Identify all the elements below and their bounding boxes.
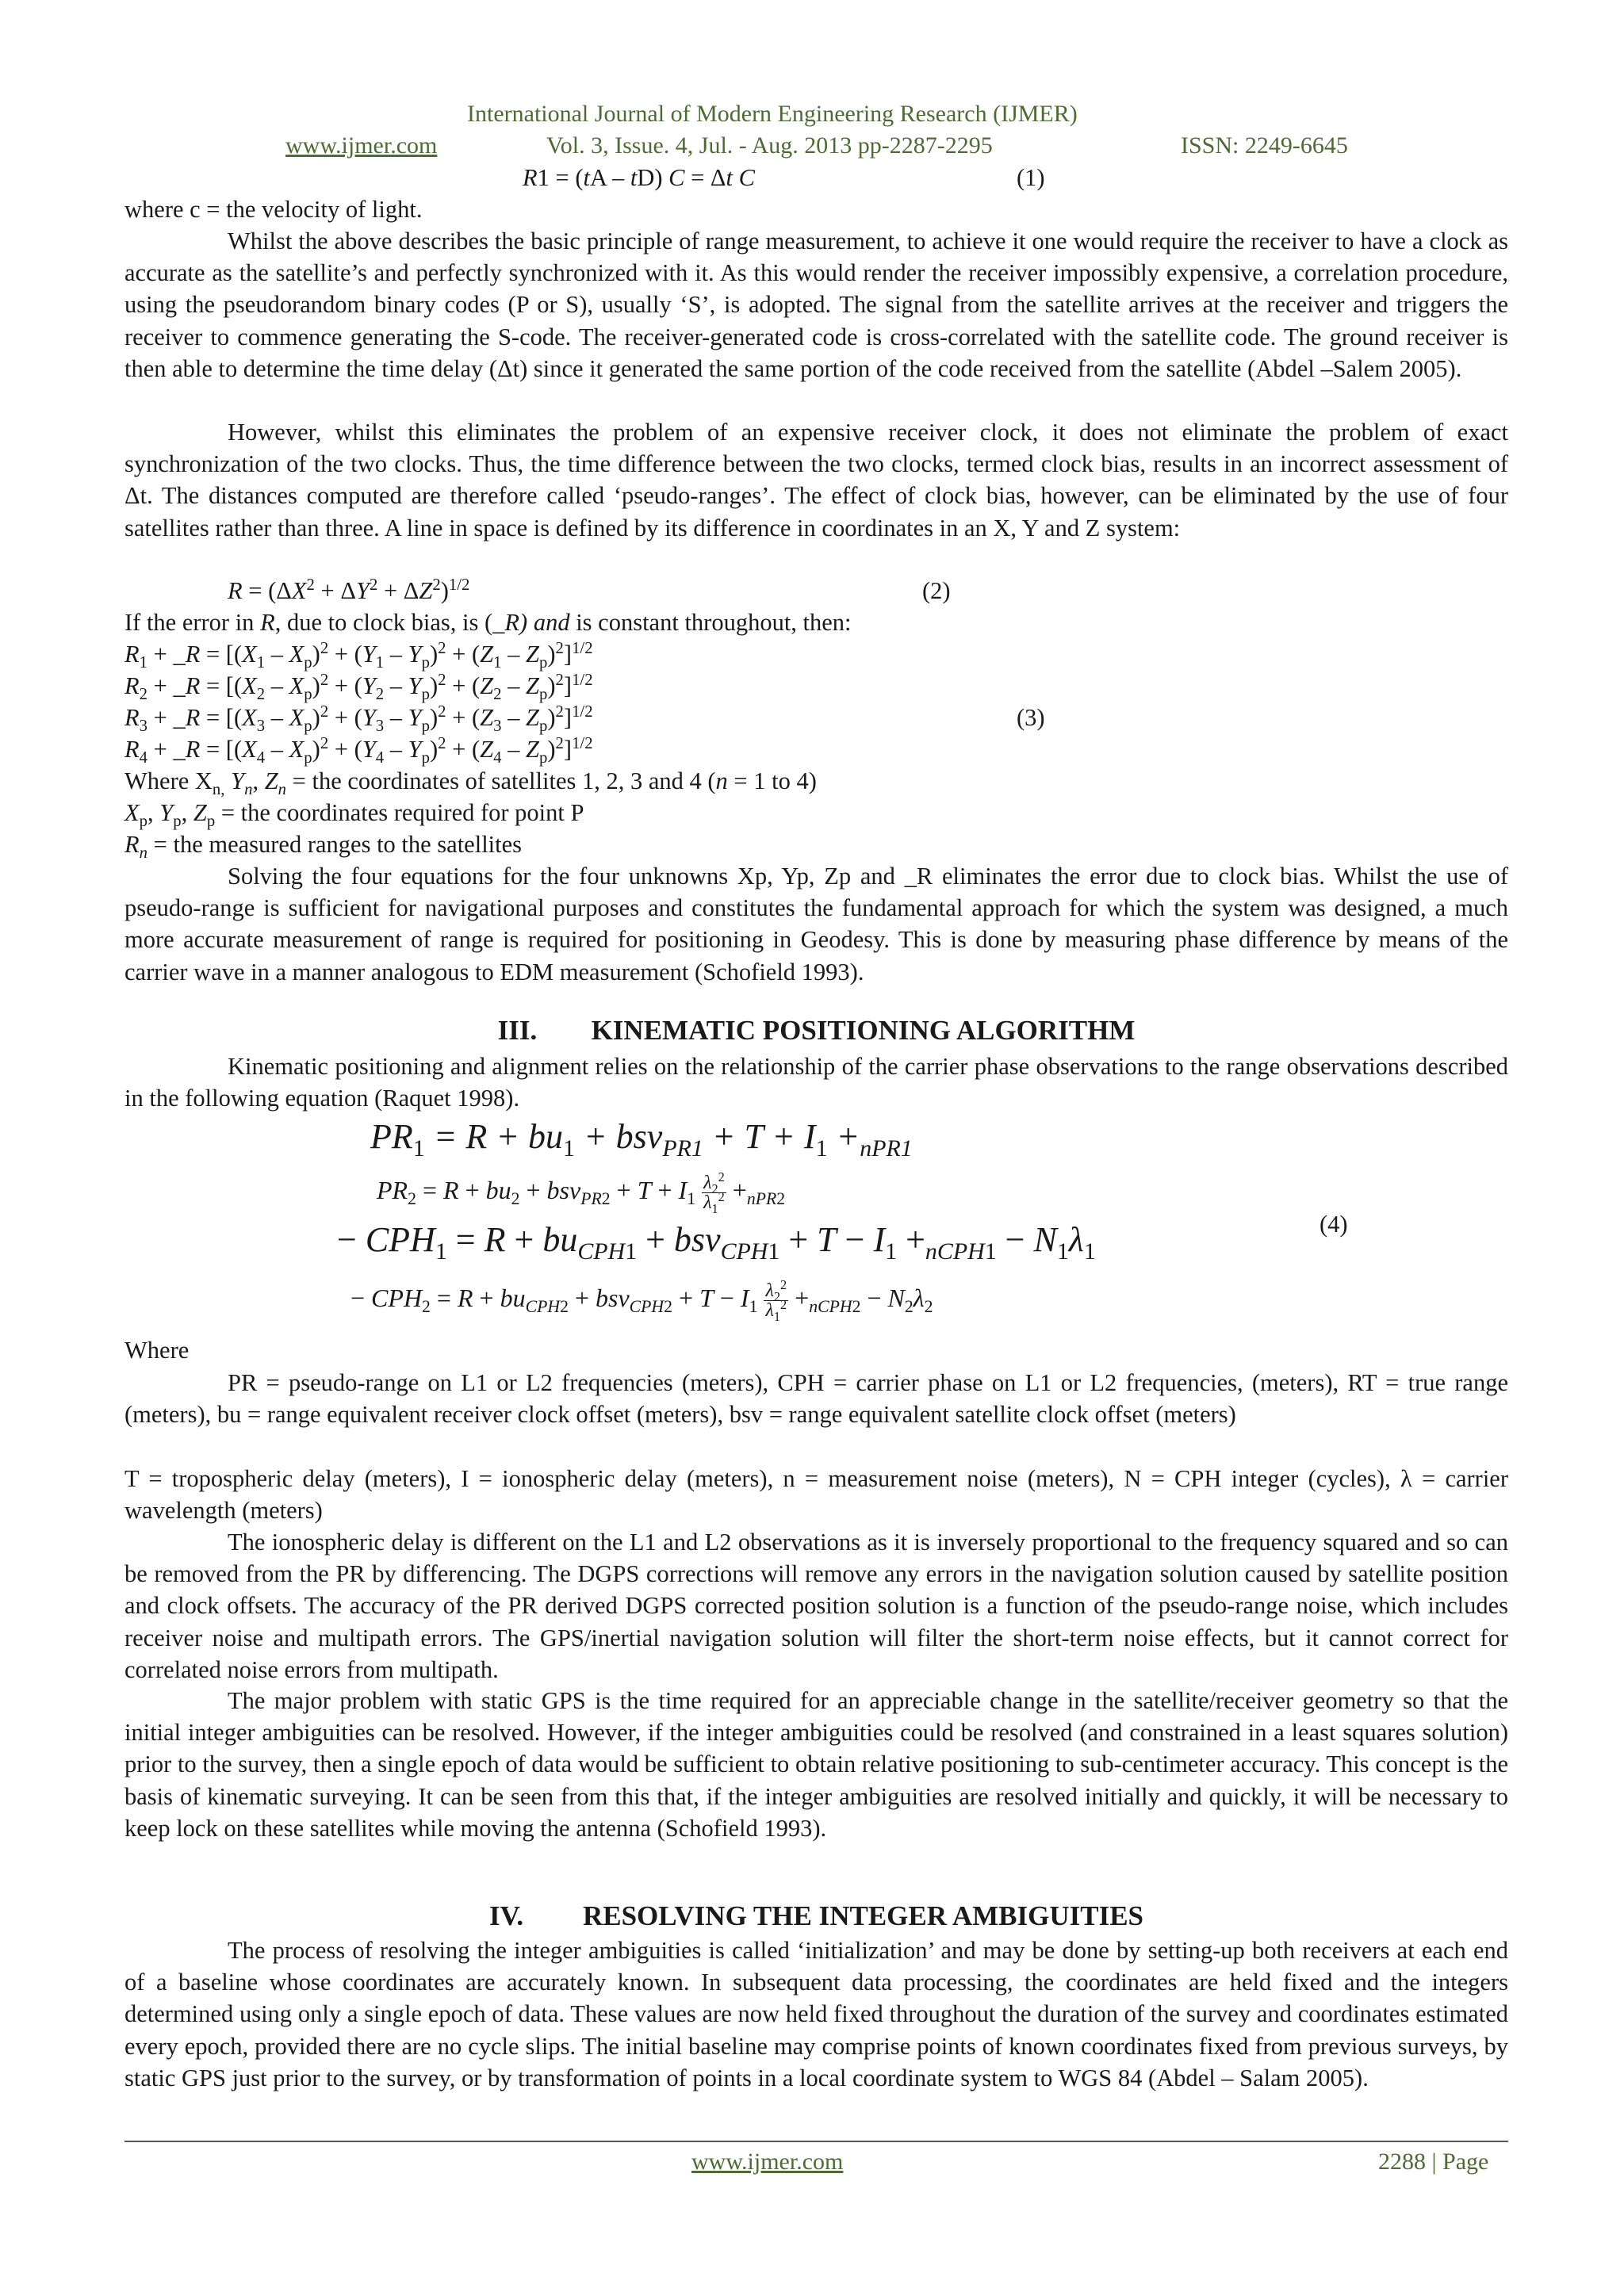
- paragraph-7: The ionospheric delay is different on the L1 and L2 observations as it is inversely proportional to the frequency squared and so can be removed from the PR by differencing. The DGPS corrections will remove any errors in the navigation solution caused by satellite position and clock offsets. The accuracy of the PR derived DGPS corrected position solution is a function of the pseudo-range noise, which includes receiver noise and multipath errors. The GPS/inertial navigation solution will filter the short-term noise effects, but it cannot correct for correlated noise errors from multipath.: [124, 1529, 1508, 1683]
- section-heading-4: [124, 1899, 1508, 1934]
- equation-3-line: $R_1$ + _R = $[(X_1 - X_p)^2 + (Y_1 - Y_p)^2 + (Z_1 - Z_p)^2]^{1/2}$: [124, 639, 593, 672]
- equation-4-line: $PR_2 = R + bu_2 + bsv_{PR2} + T + I_1$ $\frac{\lambda_2^2}{\lambda_1^2}$ $+_{nPR2}$: [377, 1169, 786, 1216]
- header-volume: Vol. 3, Issue. 4, Jul. - Aug. 2013 pp-2287-2295: [546, 132, 993, 159]
- paragraph-4: Kinematic positioning and alignment relies on the relationship of the carrier phase observations to the range observations described in the following equation (Raquet 1998).: [124, 1053, 1508, 1112]
- equation-4-line: $PR_1 = R + bu_1 + bsv_{PR1} + T + I_1 +_{nPR1}$: [370, 1117, 913, 1161]
- where-c: where c = the velocity of light.: [124, 196, 423, 223]
- equation-4-line: − $CPH_1 = R + bu_{CPH1} + bsv_{CPH1} + T - I_1 +_{nCPH1} - N_1\lambda_1$: [337, 1220, 1096, 1265]
- paragraph-2: However, whilst this eliminates the problem of an expensive receiver clock, it does not eliminate the problem of exact synchronization of the two clocks. Thus, the time difference between the two clocks, termed clock bias, results in an incorrect assessment of Δt. The distances computed are therefore called ‘pseudo-ranges’. The effect of clock bias, however, can be eliminated by the use of four satellites rather than three. A line in space is defined by its difference in coordinates in an X, Y and Z system:: [124, 419, 1508, 541]
- header-website-link[interactable]: [285, 130, 437, 162]
- footer-website[interactable]: www.ijmer.com: [691, 2149, 844, 2175]
- equation-3-line: $R_3$ + _R = $[(X_3 - X_p)^2 + (Y_3 - Y_p)^2 + (Z_3 - Z_p)^2]^{1/2}$: [124, 702, 593, 736]
- section-heading-3: [124, 1013, 1508, 1048]
- footer-website-link[interactable]: [691, 2149, 843, 2175]
- section-title: KINEMATIC POSITIONING ALGORITHM: [591, 1015, 1136, 1046]
- definition-line: $R_n$ = the measured ranges to the satellites: [124, 831, 523, 863]
- equation-1: R1 = (tA – tD) C = Δt C: [523, 164, 755, 191]
- header-website[interactable]: www.ijmer.com: [285, 132, 438, 159]
- equation-1-number: (1): [1017, 164, 1045, 191]
- paragraph-3: Solving the four equations for the four unknowns Xp, Yp, Zp and _R eliminates the error due to clock bias. Whilst the use of pseudo-range is sufficient for navigational purposes and constitutes the fundamental approach for which the system was designed, a much more accurate measurement of range is required for positioning in Geodesy. This is done by measuring phase difference by means of the carrier wave in a manner analogous to EDM measurement (Schofield 1993).: [124, 863, 1508, 985]
- paragraph-5: PR = pseudo-range on L1 or L2 frequencies (meters), CPH = carrier phase on L1 or L2 frequencies, (meters), RT = true range (meters), bu = range equivalent receiver clock offset (meters), bsv = range equivalent satellite clock offset (meters): [124, 1369, 1508, 1429]
- where-label: Where: [124, 1337, 190, 1364]
- definition-line: $X_p$, $Y_p$, $Z_p$ = the coordinates required for point P: [124, 799, 584, 831]
- if-error-line: If the error in R, due to clock bias, is (_R) and is constant throughout, then:: [124, 609, 852, 636]
- footer-divider: [124, 2141, 1508, 2142]
- section-number: IV.: [488, 1900, 524, 1931]
- equation-2-number: (2): [922, 577, 951, 604]
- section-number: III.: [497, 1015, 538, 1046]
- equation-3-line: $R_2$ + _R = $[(X_2 - X_p)^2 + (Y_2 - Y_p)^2 + (Z_2 - Z_p)^2]^{1/2}$: [124, 671, 593, 704]
- journal-title: International Journal of Modern Engineering Research (IJMER): [467, 101, 1078, 127]
- paragraph-9: The process of resolving the integer ambiguities is called ‘initialization’ and may be done by setting-up both receivers at each end of a baseline whose coordinates are accurately known. In subsequent data processing, the coordinates are held fixed and the integers determined using only a single epoch of data. These values are now held fixed throughout the duration of the survey and coordinates estimated every epoch, provided there are no cycle slips. The initial baseline may comprise points of known coordinates fixed from previous surveys, by static GPS just prior to the survey, or by transformation of points in a local coordinate system to WGS 84 (Abdel – Salam 2005).: [124, 1937, 1508, 2091]
- equation-2: $R = (\Delta X^2 + \Delta Y^2 + \Delta Z^2)^{1/2}$: [228, 576, 470, 604]
- equation-3-number: (3): [1017, 704, 1045, 731]
- footer-page-number: 2288 | Page: [1378, 2149, 1489, 2175]
- equation-3-line: $R_4$ + _R = $[(X_4 - X_p)^2 + (Y_4 - Y_p)^2 + (Z_4 - Z_p)^2]^{1/2}$: [124, 734, 593, 767]
- header-issn: ISSN: 2249-6645: [1181, 132, 1348, 159]
- paragraph-8: The major problem with static GPS is the time required for an appreciable change in the satellite/receiver geometry so that the initial integer ambiguities can be resolved. However, if the integer ambiguities could be resolved (and constrained in a least squares solution) prior to the survey, then a single epoch of data would be sufficient to obtain relative positioning to sub-centimeter accuracy. This concept is the basis of kinematic surveying. It can be seen from this that, if the integer ambiguities are resolved initially and quickly, it will be necessary to keep lock on these satellites while moving the antenna (Schofield 1993).: [124, 1687, 1508, 1842]
- equation-4-number: (4): [1320, 1211, 1348, 1238]
- definition-line: Where $X_{n,}$ $Y_n$, $Z_n$ = the coordinates of satellites 1, 2, 3 and 4 (n = 1 to 4): [124, 767, 817, 799]
- equation-4-line: − $CPH_2 = R + bu_{CPH2} + bsv_{CPH2} + T - I_1$ $\frac{\lambda_2^2}{\lambda_1^2}$ $+_{nCPH2} - N_2\lambda_2$: [350, 1277, 933, 1324]
- section-title: RESOLVING THE INTEGER AMBIGUITIES: [582, 1900, 1144, 1931]
- paragraph-1: Whilst the above describes the basic principle of range measurement, to achieve it one would require the receiver to have a clock as accurate as the satellite’s and perfectly synchronized with it. As this would render the receiver impossibly expensive, a correlation procedure, using the pseudorandom binary codes (P or S), usually ‘S’, is adopted. The signal from the satellite arrives at the receiver and triggers the receiver to commence generating the S-code. The receiver-generated code is cross-correlated with the satellite code. The ground receiver is then able to determine the time delay (Δt) since it generated the same portion of the code received from the satellite (Abdel –Salem 2005).: [124, 228, 1508, 382]
- paragraph-6: T = tropospheric delay (meters), I = ionospheric delay (meters), n = measurement noise (meters), N = CPH integer (cycles), λ = carrier wavelength (meters): [124, 1465, 1508, 1525]
